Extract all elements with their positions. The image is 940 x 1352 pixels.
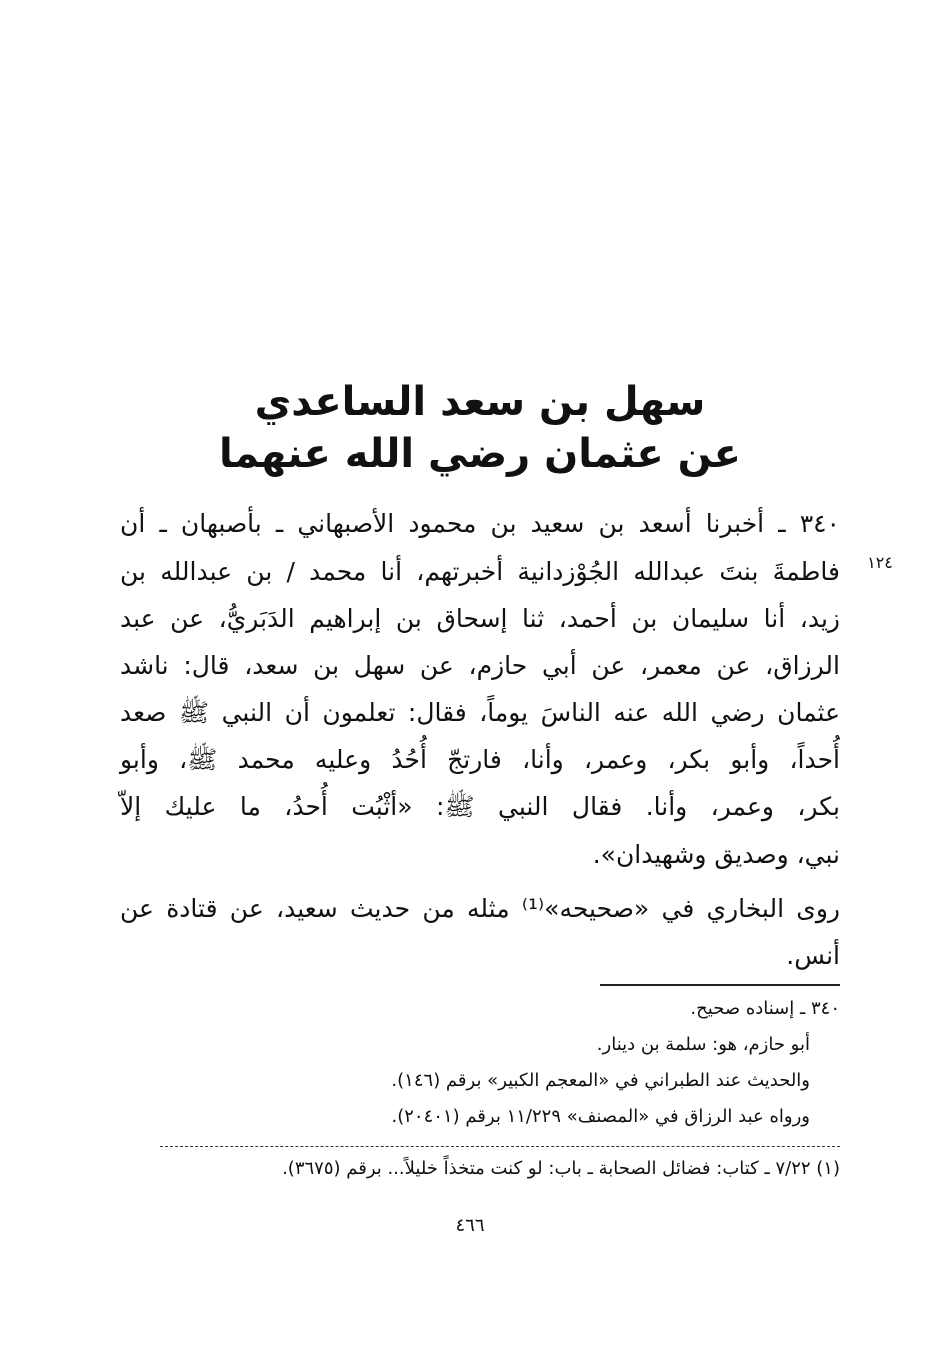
source-footnote: (١) ٧/٢٢ ـ كتاب: فضائل الصحابة ـ باب: لو كنت متخذاً خليلاً... برقم (٣٦٧٥).: [282, 1158, 840, 1179]
footnote-divider: [600, 984, 840, 986]
footnote-line: ورواه عبد الرزاق في «المصنف» ١١/٢٢٩ برقم (٢٠٤٠١).: [391, 1106, 810, 1127]
footnote-line: والحديث عند الطبراني في «المعجم الكبير» برقم (١٤٦).: [391, 1070, 810, 1091]
page-number: ٤٦٦: [455, 1215, 485, 1236]
margin-page-reference: ١٢٤: [867, 553, 893, 572]
chapter-title-line-2: عن عثمان رضي الله عنهما: [218, 431, 741, 477]
body-line: زيد، أنا سليمان بن أحمد، ثنا إسحاق بن إبراهيم الدَبَريُّ، عن عبد: [120, 604, 840, 633]
body-line: فاطمةَ بنتَ عبدالله الجُوْزدانية أخبرتهم، أنا محمد / بن عبدالله بن: [120, 557, 840, 586]
footnote-line: ٣٤٠ ـ إسناده صحيح.: [690, 998, 840, 1019]
footnote-line: أبو حازم، هو: سلمة بن دينار.: [596, 1034, 810, 1055]
chapter-title-line-1: سهل بن سعد الساعدي: [254, 379, 706, 425]
body-line: الرزاق، عن معمر، عن أبي حازم، عن سهل بن سعد، قال: ناشد: [120, 651, 840, 680]
body-line: أُحداً، وأبو بكر، وعمر، وأنا، فارتجّ أُحُدُ وعليه محمد ﷺ، وأبو: [120, 745, 840, 774]
body-line: بكر، وعمر، وأنا. فقال النبي ﷺ: «أثْبُت أُحدُ، ما عليك إلاّ: [120, 792, 840, 821]
paragraph-line: أنس.: [786, 941, 840, 970]
body-line: ٣٤٠ ـ أخبرنا أسعد بن سعيد بن محمود الأصبهاني ـ بأصبهان ـ أن: [120, 509, 840, 538]
source-divider: [160, 1146, 840, 1147]
body-line: عثمان رضي الله عنه الناسَ يوماً، فقال: تعلمون أن النبي ﷺ صعد: [120, 698, 840, 727]
body-line: نبي، وصديق وشهيدان».: [592, 840, 840, 869]
paragraph-line: روى البخاري في «صحيحه»⁽¹⁾ مثله من حديث سعيد، عن قتادة عن: [120, 894, 840, 923]
